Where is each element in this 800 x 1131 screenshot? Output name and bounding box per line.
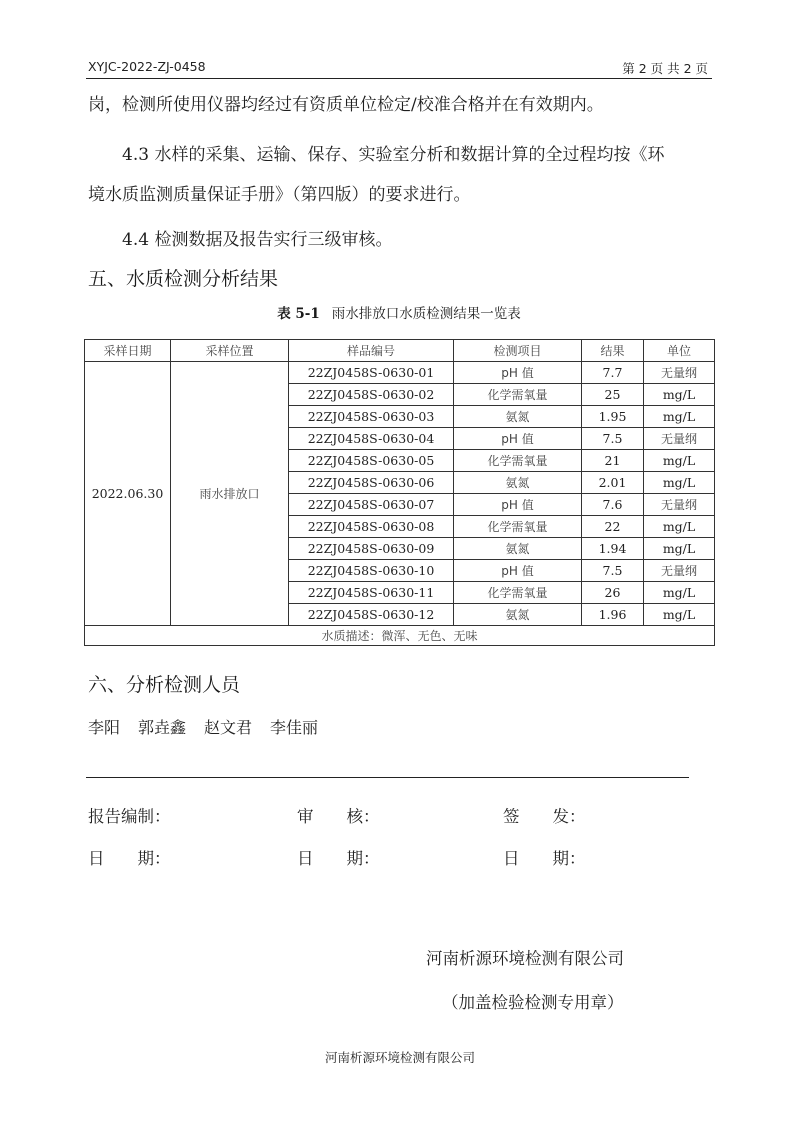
table-row	[85, 362, 715, 384]
test-item-cell: 化学需氧量	[454, 516, 582, 538]
test-item-cell: 化学需氧量	[454, 384, 582, 406]
company-name: 河南析源环境检测有限公司	[426, 949, 624, 968]
test-item-cell: 化学需氧量	[454, 582, 582, 604]
paragraph-line-4: 4.4 检测数据及报告实行三级审核。	[122, 230, 393, 250]
table-header-row	[85, 340, 715, 362]
section-5-title: 五、水质检测分析结果	[88, 268, 279, 290]
col-header-sample-id: 样品编号	[289, 340, 454, 362]
test-item-cell: 氨氮	[454, 538, 582, 560]
paragraph-line-3: 境水质监测质量保证手册》（第四版）的要求进行。	[88, 185, 471, 205]
sample-id-cell: 22ZJ0458S-0630-09	[289, 538, 454, 560]
unit-cell: 无量纲	[644, 428, 715, 450]
test-item-cell: pH 值	[454, 428, 582, 450]
unit-cell: mg/L	[644, 384, 715, 406]
result-cell: 1.95	[582, 406, 644, 428]
sample-id-cell: 22ZJ0458S-0630-11	[289, 582, 454, 604]
unit-cell: mg/L	[644, 582, 715, 604]
table-description-row	[85, 626, 715, 646]
issuer-date-label: 日 期：	[503, 849, 586, 868]
result-cell: 7.5	[582, 428, 644, 450]
result-cell: 25	[582, 384, 644, 406]
sample-id-cell: 22ZJ0458S-0630-02	[289, 384, 454, 406]
water-quality-description: 水质描述：微浑、无色、无味	[85, 626, 715, 646]
staff-name: 李阳	[88, 718, 121, 737]
test-item-cell: 化学需氧量	[454, 450, 582, 472]
sample-id-cell: 22ZJ0458S-0630-12	[289, 604, 454, 626]
sample-id-cell: 22ZJ0458S-0630-01	[289, 362, 454, 384]
test-item-cell: pH 值	[454, 560, 582, 582]
result-cell: 2.01	[582, 472, 644, 494]
result-cell: 26	[582, 582, 644, 604]
unit-cell: 无量纲	[644, 494, 715, 516]
unit-cell: mg/L	[644, 516, 715, 538]
page-footer: 河南析源环境检测有限公司	[324, 1050, 475, 1065]
sample-id-cell: 22ZJ0458S-0630-10	[289, 560, 454, 582]
seal-note: （加盖检验检测专用章）	[442, 993, 624, 1012]
page-indicator: 第 2 页 共 2 页	[622, 61, 708, 76]
sample-id-cell: 22ZJ0458S-0630-05	[289, 450, 454, 472]
document-number: XYJC-2022-ZJ-0458	[88, 59, 206, 74]
result-cell: 7.6	[582, 494, 644, 516]
unit-cell: mg/L	[644, 472, 715, 494]
unit-cell: mg/L	[644, 538, 715, 560]
result-cell: 21	[582, 450, 644, 472]
paragraph-line-2: 4.3 水样的采集、运输、保存、实验室分析和数据计算的全过程均按《环	[122, 145, 665, 165]
result-cell: 1.96	[582, 604, 644, 626]
staff-list	[88, 715, 336, 738]
table-title: 雨水排放口水质检测结果一览表	[331, 306, 521, 322]
result-cell: 22	[582, 516, 644, 538]
sample-id-cell: 22ZJ0458S-0630-03	[289, 406, 454, 428]
sample-id-cell: 22ZJ0458S-0630-07	[289, 494, 454, 516]
result-cell: 1.94	[582, 538, 644, 560]
col-header-location: 采样位置	[171, 340, 289, 362]
unit-cell: 无量纲	[644, 560, 715, 582]
unit-cell: mg/L	[644, 450, 715, 472]
test-item-cell: 氨氮	[454, 604, 582, 626]
section-6-title: 六、分析检测人员	[88, 674, 241, 696]
col-header-result: 结果	[582, 340, 644, 362]
test-item-cell: pH 值	[454, 362, 582, 384]
results-table	[84, 339, 715, 646]
test-item-cell: 氨氮	[454, 472, 582, 494]
header-divider	[86, 78, 712, 79]
reviewer-date-label: 日 期：	[297, 849, 380, 868]
sampling-location-cell: 雨水排放口	[171, 362, 289, 626]
staff-name: 赵文君	[204, 718, 253, 737]
col-header-date: 采样日期	[85, 340, 171, 362]
compiler-label: 报告编制：	[88, 807, 171, 826]
test-item-cell: pH 值	[454, 494, 582, 516]
result-cell: 7.7	[582, 362, 644, 384]
compiler-date-label: 日 期：	[88, 849, 171, 868]
unit-cell: 无量纲	[644, 362, 715, 384]
issuer-label: 签 发：	[503, 807, 586, 826]
signature-divider	[86, 777, 689, 778]
col-header-item: 检测项目	[454, 340, 582, 362]
staff-name: 郭垚鑫	[138, 718, 187, 737]
table-caption	[86, 302, 712, 322]
col-header-unit: 单位	[644, 340, 715, 362]
test-item-cell: 氨氮	[454, 406, 582, 428]
unit-cell: mg/L	[644, 604, 715, 626]
paragraph-line-1: 岗，检测所使用仪器均经过有资质单位检定/校准合格并在有效期内。	[88, 95, 604, 115]
sample-id-cell: 22ZJ0458S-0630-06	[289, 472, 454, 494]
table-number: 表 5-1	[277, 306, 320, 322]
unit-cell: mg/L	[644, 406, 715, 428]
staff-name: 李佳丽	[270, 718, 319, 737]
sampling-date-cell: 2022.06.30	[85, 362, 171, 626]
result-cell: 7.5	[582, 560, 644, 582]
sample-id-cell: 22ZJ0458S-0630-04	[289, 428, 454, 450]
reviewer-label: 审 核：	[297, 807, 380, 826]
sample-id-cell: 22ZJ0458S-0630-08	[289, 516, 454, 538]
